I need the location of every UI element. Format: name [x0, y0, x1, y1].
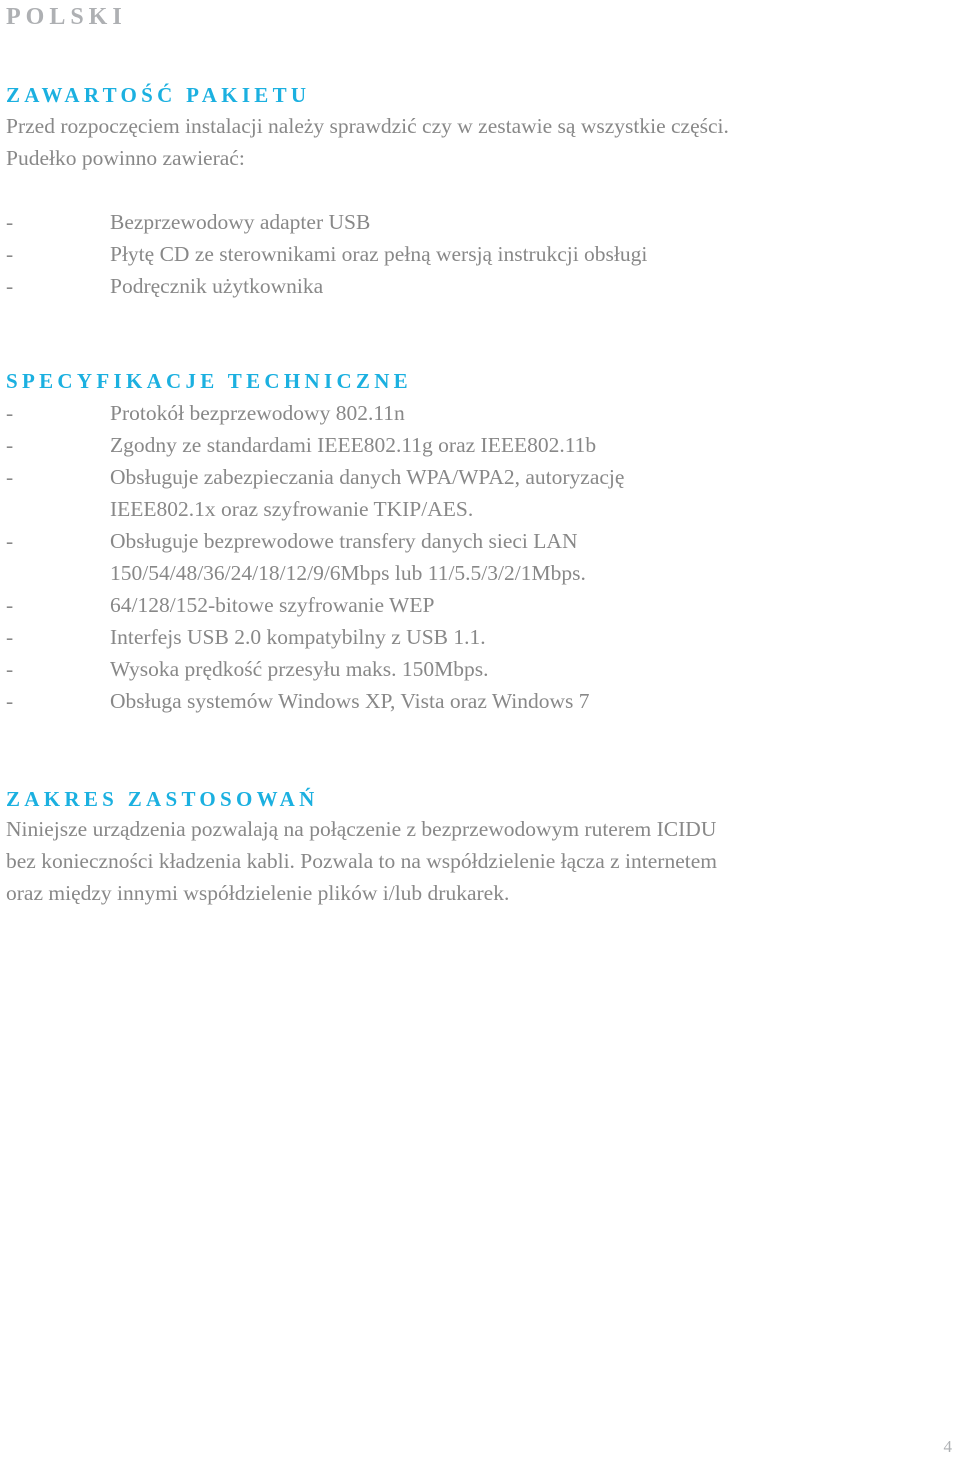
spec-item-text: Wysoka prędkość przesyłu maks. 150Mbps.: [110, 657, 489, 681]
contents-section-title: ZAWARTOŚĆ PAKIETU: [6, 83, 311, 107]
usage-line-2: bez konieczności kładzenia kabli. Pozwala to na współdzielenie łącza z internetem: [6, 849, 717, 873]
spec-item-text: 64/128/152-bitowe szyfrowanie WEP: [110, 593, 435, 617]
list-item: - Bezprzewodowy adapter USB: [6, 210, 371, 234]
list-item: - Obsługuje zabezpieczania danych WPA/WPA2, autoryzację IEEE802.1x oraz szyfrowanie TKIP/AES.: [6, 461, 624, 525]
spec-item-text: Obsługa systemów Windows XP, Vista oraz Windows 7: [110, 689, 590, 713]
specs-section-title: SPECYFIKACJE TECHNICZNE: [6, 369, 412, 393]
page-heading: POLSKI: [6, 4, 127, 30]
spec-item-continuation: IEEE802.1x oraz szyfrowanie TKIP/AES.: [110, 497, 474, 521]
contents-item-text: Bezprzewodowy adapter USB: [110, 210, 371, 234]
spec-item-text: Obsługuje bezprewodowe transfery danych sieci LAN: [110, 529, 578, 553]
contents-item-text: Podręcznik użytkownika: [110, 274, 324, 298]
list-item: - Protokół bezprzewodowy 802.11n: [6, 401, 405, 425]
usage-line-1: Niniejsze urządzenia pozwalają na połączenie z bezprzewodowym ruterem ICIDU: [6, 817, 717, 841]
spec-item-text: Interfejs USB 2.0 kompatybilny z USB 1.1.: [110, 625, 486, 649]
contents-item-text: Płytę CD ze sterownikami oraz pełną wersją instrukcji obsługi: [110, 242, 648, 266]
contents-intro-line-2: Pudełko powinno zawierać:: [6, 146, 245, 170]
spec-item-text: Obsługuje zabezpieczania danych WPA/WPA2, autoryzację: [110, 465, 625, 489]
spec-item-text: Zgodny ze standardami IEEE802.11g oraz IEEE802.11b: [110, 433, 597, 457]
list-item: - Zgodny ze standardami IEEE802.11g oraz IEEE802.11b: [6, 433, 597, 457]
list-item: - Podręcznik użytkownika: [6, 274, 324, 298]
specs-list: [6, 397, 624, 717]
page-number: 4: [943, 1437, 952, 1456]
list-item: - 64/128/152-bitowe szyfrowanie WEP: [6, 593, 435, 617]
list-item: - Płytę CD ze sterownikami oraz pełną wersją instrukcji obsługi: [6, 242, 648, 266]
spec-item-text: Protokół bezprzewodowy 802.11n: [110, 401, 405, 425]
spec-item-continuation: 150/54/48/36/24/18/12/9/6Mbps lub 11/5.5/3/2/1Mbps.: [110, 561, 586, 585]
list-item: - Obsługa systemów Windows XP, Vista oraz Windows 7: [6, 689, 590, 713]
list-item: - Wysoka prędkość przesyłu maks. 150Mbps.: [6, 657, 489, 681]
usage-line-3: oraz między innymi współdzielenie plików i/lub drukarek.: [6, 881, 510, 905]
contents-intro-line-1: Przed rozpoczęciem instalacji należy sprawdzić czy w zestawie są wszystkie części.: [6, 114, 729, 138]
list-item: - Obsługuje bezprewodowe transfery danych sieci LAN 150/54/48/36/24/18/12/9/6Mbps lub 11/5.5/3/2/1Mbps.: [6, 525, 624, 589]
usage-section-title: ZAKRES ZASTOSOWAŃ: [6, 787, 319, 811]
list-item: - Interfejs USB 2.0 kompatybilny z USB 1.1.: [6, 625, 486, 649]
contents-list: [6, 206, 647, 302]
